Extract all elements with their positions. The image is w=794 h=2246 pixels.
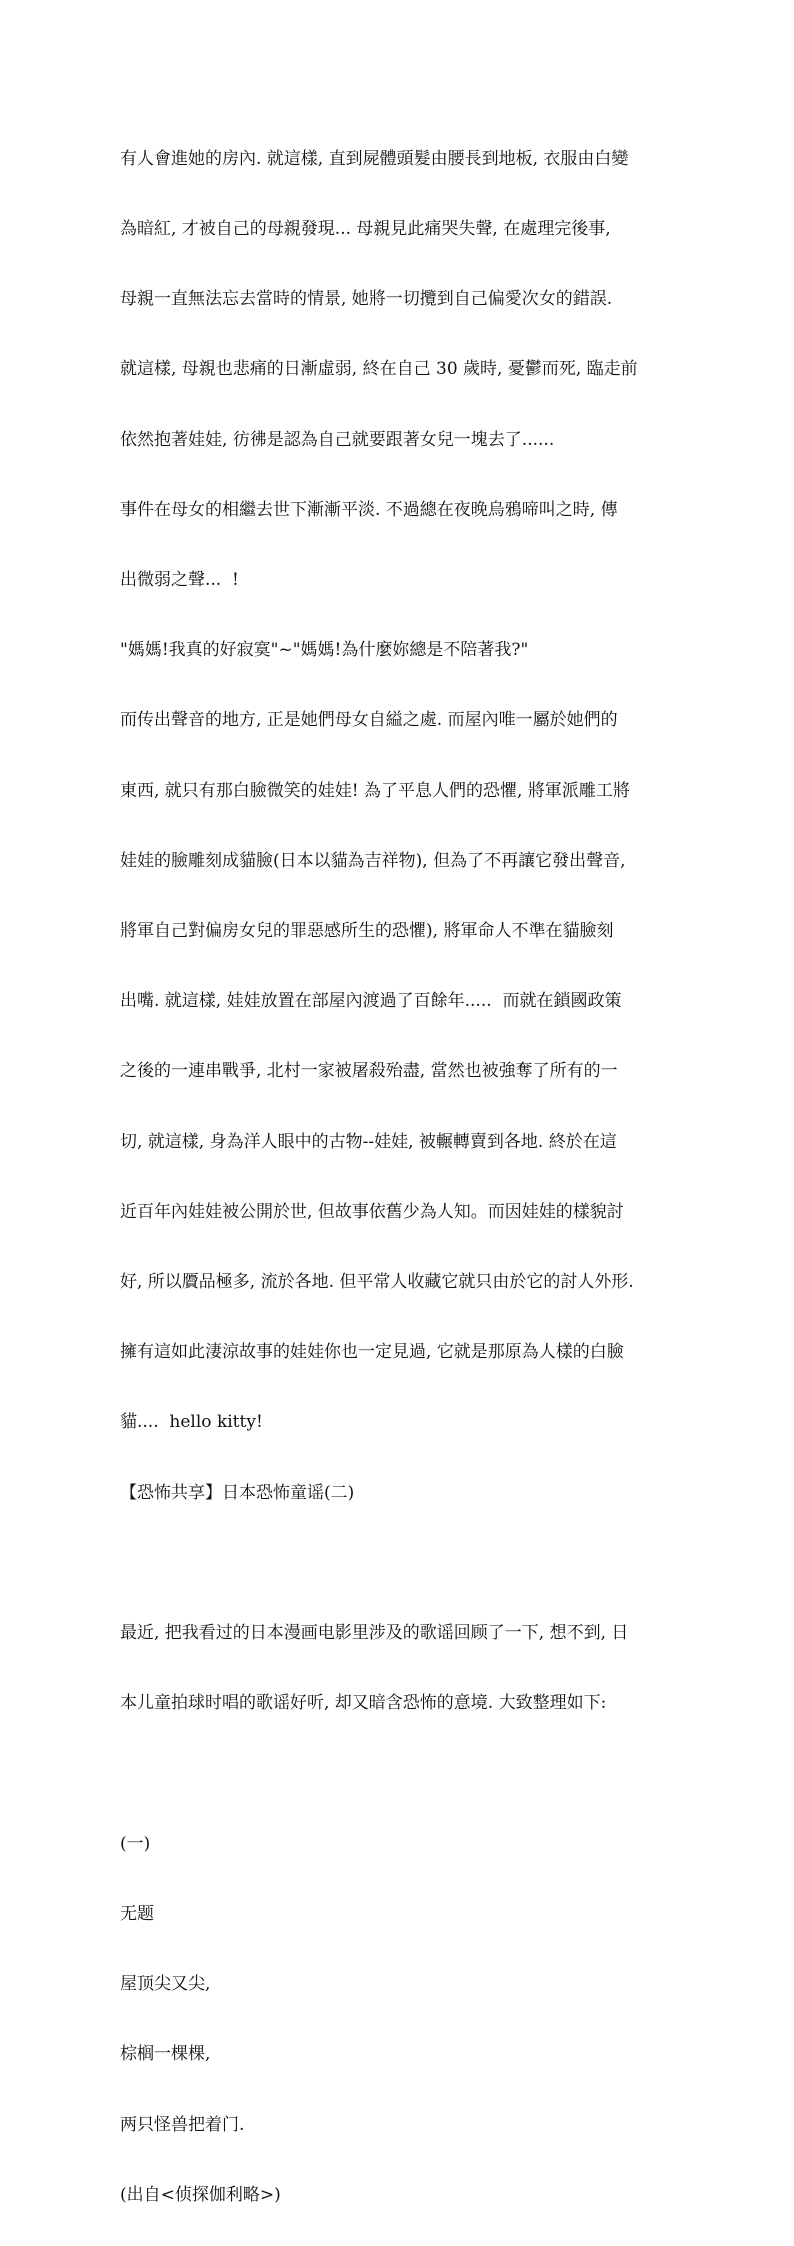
text-line: 近百年內娃娃被公開於世, 但故事依舊少為人知。而因娃娃的樣貌討 (120, 1201, 624, 1222)
text-line: 東西, 就只有那白臉微笑的娃娃! 為了平息人們的恐懼, 將軍派雕工將 (120, 780, 630, 801)
text-line: 為暗紅, 才被自己的母親發現... 母親見此痛哭失聲, 在處理完後事, (120, 219, 611, 240)
text-line: 擁有這如此淒涼故事的娃娃你也一定見過, 它就是那原為人樣的白臉 (120, 1342, 624, 1363)
lyric-line: 屋顶尖又尖, (120, 1974, 211, 1995)
section-heading: 【恐怖共享】日本恐怖童谣(二) (120, 1482, 355, 1503)
text-line: 好, 所以贗品極多, 流於各地. 但平常人收藏它就只由於它的討人外形. (120, 1272, 634, 1293)
text-line: 將軍自己對偏房女兒的罪惡感所生的恐懼), 將軍命人不準在貓臉刻 (120, 921, 614, 942)
text-line: 就這樣, 母親也悲痛的日漸虛弱, 終在自己 30 歲時, 憂鬱而死, 臨走前 (120, 359, 638, 380)
song-title: 无题 (120, 1903, 154, 1924)
text-line: 切, 就這樣, 身為洋人眼中的古物--娃娃, 被輾轉賣到各地. 終於在這 (120, 1131, 617, 1152)
lyric-line: 棕榈一棵棵, (120, 2044, 211, 2065)
text-line: 依然抱著娃娃, 彷彿是認為自己就要跟著女兒一塊去了...... (120, 429, 555, 450)
text-line: 有人會進她的房內. 就這樣, 直到屍體頭髮由腰長到地板, 衣服由白變 (120, 148, 629, 169)
document-body (120, 101, 690, 2246)
quote-line: "媽媽!我真的好寂寞"~"媽媽!為什麼妳總是不陪著我?" (120, 640, 529, 661)
text-line: 娃娃的臉雕刻成貓臉(日本以貓為吉祥物), 但為了不再讓它發出聲音, (120, 850, 626, 871)
blank-line (120, 1762, 690, 1785)
text-line: 事件在母女的相繼去世下漸漸平淡. 不過總在夜晚烏鴉啼叫之時, 傳 (120, 499, 618, 520)
lyric-line: 两只怪兽把着门. (120, 2114, 245, 2135)
text-line: 貓.... hello kitty! (120, 1412, 263, 1433)
text-line: 出微弱之聲... ! (120, 570, 239, 591)
text-line: 母親一直無法忘去當時的情景, 她將一切攬到自己偏愛次女的錯誤. (120, 289, 613, 310)
list-number: (一) (120, 1833, 151, 1854)
blank-line (120, 1552, 690, 1575)
text-line: 本儿童拍球时唱的歌谣好听, 却又暗含恐怖的意境. 大致整理如下: (120, 1693, 607, 1714)
text-line: 最近, 把我看过的日本漫画电影里涉及的歌谣回顾了一下, 想不到, 日 (120, 1623, 629, 1644)
text-line: 之後的一連串戰爭, 北村一家被屠殺殆盡, 當然也被強奪了所有的一 (120, 1061, 618, 1082)
text-line: 出嘴. 就這樣, 娃娃放置在部屋內渡過了百餘年..... 而就在鎖國政策 (120, 991, 622, 1012)
text-line: 而传出聲音的地方, 正是她們母女自縊之處. 而屋內唯一屬於她們的 (120, 710, 618, 731)
source-note: (出自<侦探伽利略>) (120, 2184, 281, 2205)
